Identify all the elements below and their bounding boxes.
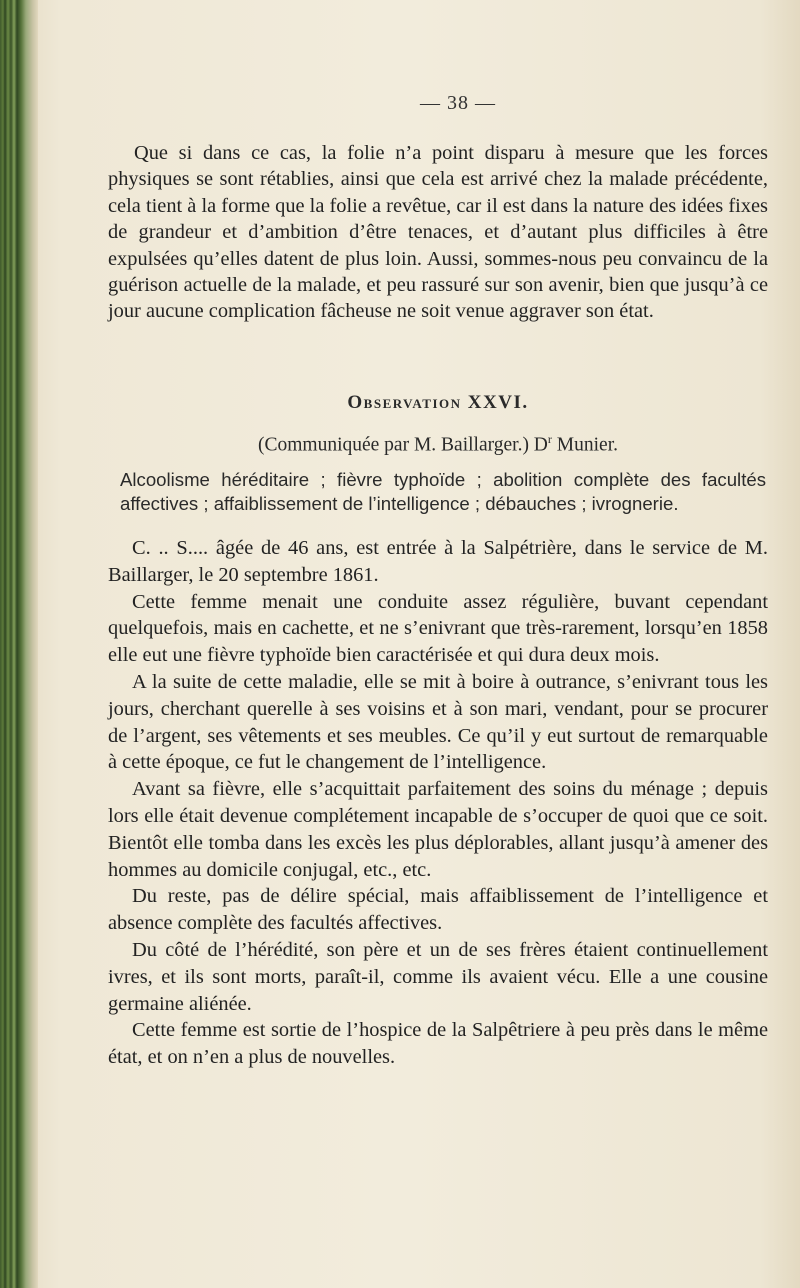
case-summary: Alcoolisme héréditaire ; fièvre typhoïde ; abolition complète des facultés affectives ; affaiblissement de l’intelligence ; débauches ; ivrognerie. — [120, 469, 766, 514]
case-paragraph: Du reste, pas de délire spécial, mais affaiblissement de l’intelligence et absence complète des facultés affectives. — [108, 885, 768, 935]
case-paragraph: Du côté de l’hérédité, son père et un de ses frères étaient continuellement ivres, et ils sont morts, paraît-il, comme ils avaient vécu. Elle a une cousine germaine aliénée. — [108, 938, 768, 1015]
observation-subtitle-superscript: r — [547, 432, 552, 446]
intro-paragraph: Que si dans ce cas, la folie n’a point disparu à mesure que les forces physiques se sont rétablies, ainsi que cela est arrivé chez la malade précédente, cela tient à la forme que la folie a revêtue, car il est dans la nature des idées fixes de grandeur et d’ambition d’être tenaces, et d’autant plus difficiles à être expulsées qu’elles datent de plus loin. Aussi, sommes-nous peu convaincu de la guérison actuelle de la malade, et peu rassuré sur son avenir, bien que jusqu’à ce jour aucune complication fâcheuse ne soit venue aggraver son état. — [108, 142, 768, 323]
book-binding-edge — [0, 0, 38, 1288]
observation-subtitle — [108, 432, 768, 457]
intro-paragraph-block — [108, 140, 768, 325]
case-paragraph: C. .. S.... âgée de 46 ans, est entrée à la Salpétrière, dans le service de M. Baillarger, le 20 septembre 1861. — [108, 537, 768, 586]
page-number: — 38 — — [420, 92, 496, 114]
case-paragraph: A la suite de cette maladie, elle se mit à boire à outrance, s’enivrant tous les jours, cherchant querelle à ses voisins et à son mari, vendant, pour se procurer de l’argent, ses vêtements et ses meubles. Ce qu’il y eut surtout de remarquable à cette époque, ce fut le changement de l’intelligence. — [108, 670, 768, 774]
case-paragraph: Avant sa fièvre, elle s’acquittait parfaitement des soins du ménage ; depuis lors elle était devenue complétement incapable de s’occuper de quoi que ce soit. Bientôt elle tomba dans les excès les plus déplorables, allant jusqu’à amener des hommes au domicile conjugal, etc., etc. — [108, 778, 768, 881]
observation-subtitle-author: Munier. — [551, 434, 618, 456]
observation-subtitle-main: (Communiquée par M. Baillarger.) D — [257, 434, 548, 456]
observation-title: Observation XXVI. — [347, 392, 529, 413]
case-text — [108, 535, 768, 1071]
case-paragraph: Cette femme menait une conduite assez régulière, buvant cependant quelquefois, mais en cachette, et ne s’enivrant que très-rarement, lorsqu’en 1858 elle eut une fièvre typhoïde bien caractérisée et qui dura deux mois. — [108, 590, 768, 667]
case-paragraph: Cette femme est sortie de l’hospice de la Salpêtriere à peu près dans le même état, et on n’en a plus de nouvelles. — [108, 1019, 768, 1069]
